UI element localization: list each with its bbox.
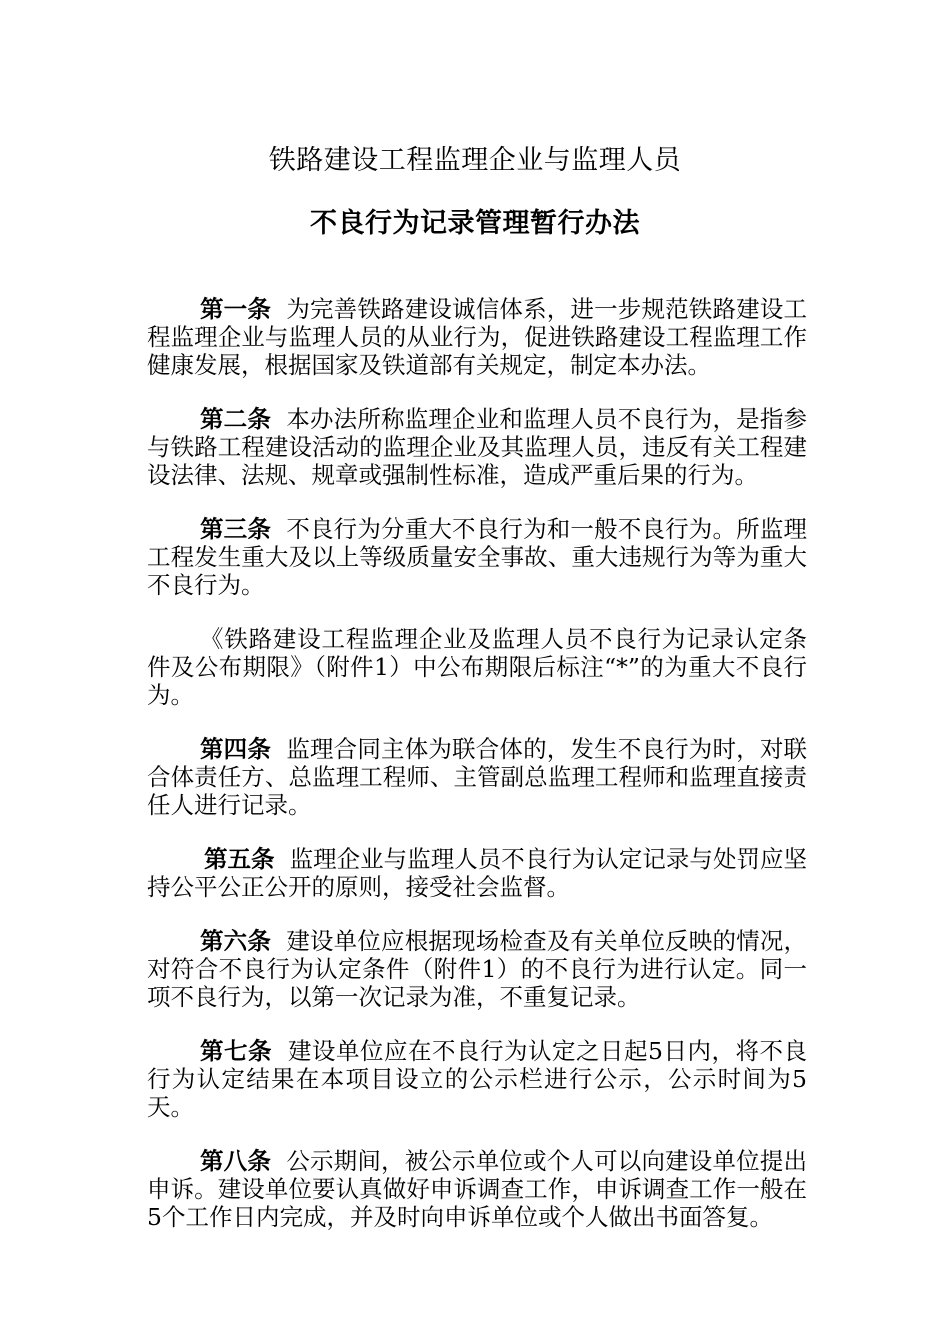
article-text: 为完善铁路建设诚信体系，进一步规范铁路建设工程监理企业与监理人员的从业行为，促进铁路建设工程监理工作健康发展，根据国家及铁道部有关规定，制定本办法。 (147, 295, 807, 379)
paragraph-article-5 (147, 845, 807, 901)
document-title-line-1: 铁路建设工程监理企业与监理人员 (268, 145, 682, 176)
article-number: 第一条 (200, 295, 272, 323)
paragraph-article-7 (147, 1037, 807, 1121)
article-text: 监理合同主体为联合体的，发生不良行为时，对联合体责任方、总监理工程师、主管副总监理工程师和监理直接责任人进行记录。 (147, 735, 807, 819)
article-text: 建设单位应根据现场检查及有关单位反映的情况，对符合不良行为认定条件（附件1）的不良行为进行认定。同一项不良行为，以第一次记录为准，不重复记录。 (147, 927, 807, 1011)
paragraph-article-1 (147, 295, 807, 379)
article-number: 第七条 (200, 1037, 273, 1065)
document-title-line-2: 不良行为记录管理暂行办法 (310, 208, 640, 239)
paragraph-article-6 (147, 927, 807, 1011)
article-text: 不良行为分重大不良行为和一般不良行为。所监理工程发生重大及以上等级质量安全事故、重大违规行为等为重大不良行为。 (147, 515, 807, 599)
article-number: 第二条 (200, 405, 272, 433)
document-body (147, 295, 807, 1257)
article-text: 监理企业与监理人员不良行为认定记录与处罚应坚持公平公正公开的原则，接受社会监督。 (147, 845, 808, 901)
article-number: 第六条 (200, 927, 272, 955)
article-text: 建设单位应在不良行为认定之日起5日内，将不良行为认定结果在本项目设立的公示栏进行公示，公示时间为5天。 (147, 1037, 807, 1121)
article-text: 本办法所称监理企业和监理人员不良行为，是指参与铁路工程建设活动的监理企业及其监理人员，违反有关工程建设法律、法规、规章或强制性标准，造成严重后果的行为。 (147, 405, 807, 489)
article-number: 第三条 (200, 515, 272, 543)
article-number: 第八条 (200, 1147, 272, 1175)
article-text: 《铁路建设工程监理企业及监理人员不良行为记录认定条件及公布期限》（附件1）中公布期限后标注“*”的为重大不良行为。 (147, 625, 807, 709)
article-text: 公示期间，被公示单位或个人可以向建设单位提出申诉。建设单位要认真做好申诉调查工作，申诉调查工作一般在5个工作日内完成，并及时向申诉单位或个人做出书面答复。 (147, 1147, 807, 1231)
paragraph-article-3-continued (147, 625, 807, 709)
article-number: 第四条 (200, 735, 272, 763)
paragraph-article-3 (147, 515, 807, 599)
paragraph-article-8 (147, 1147, 807, 1231)
paragraph-article-4 (147, 735, 807, 819)
article-number: 第五条 (204, 845, 275, 873)
paragraph-article-2 (147, 405, 807, 489)
